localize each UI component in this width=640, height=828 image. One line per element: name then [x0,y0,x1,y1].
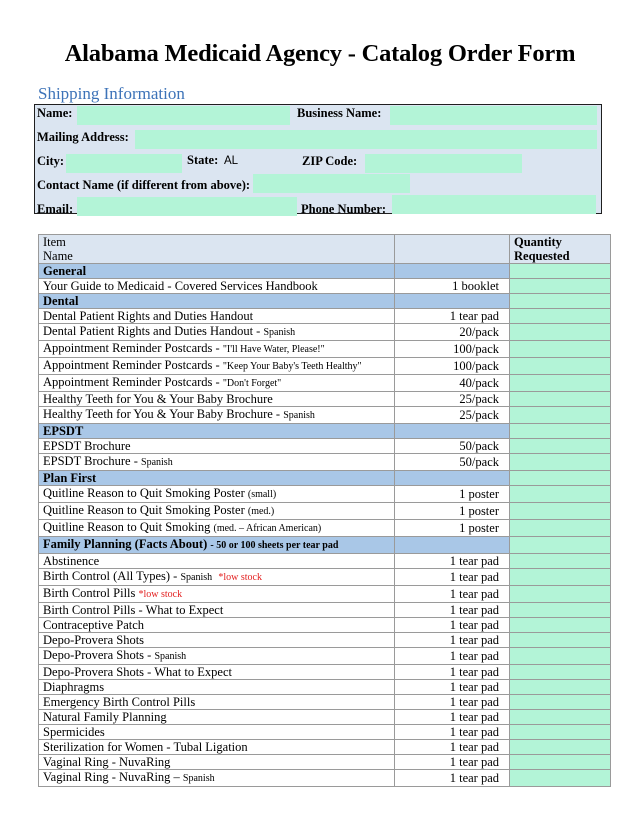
business-name-field[interactable] [390,106,597,125]
item-name: Vaginal Ring - NuvaRing – Spanish [39,770,395,787]
business-name-label: Business Name: [297,106,382,120]
item-unit: 1 tear pad [395,755,510,770]
item-unit: 1 poster [395,503,510,520]
email-field[interactable] [77,197,297,216]
table-row [39,279,611,294]
quantity-input[interactable] [510,633,611,648]
quantity-input[interactable] [510,520,611,537]
table-row [39,392,611,407]
item-name: Birth Control Pills - What to Expect [39,603,395,618]
item-name: Quitline Reason to Quit Smoking (med. – African American) [39,520,395,537]
item-unit: 1 tear pad [395,586,510,603]
state-value[interactable]: AL [224,155,239,167]
item-name: Appointment Reminder Postcards - "I'll Have Water, Please!" [39,341,395,358]
table-row [39,358,611,375]
unit-header [395,235,510,264]
table-row [39,680,611,695]
table-row [39,710,611,725]
table-row [39,740,611,755]
table-row [39,341,611,358]
quantity-input[interactable] [510,358,611,375]
item-unit: 1 tear pad [395,618,510,633]
zip-code-field[interactable] [365,154,522,173]
quantity-input[interactable] [510,648,611,665]
item-name: Spermicides [39,725,395,740]
city-field[interactable] [66,154,182,173]
table-row [39,770,611,787]
table-row [39,324,611,341]
item-unit: 1 tear pad [395,770,510,787]
quantity-input[interactable] [510,770,611,787]
section-dental: Dental [39,294,395,309]
item-unit: 1 tear pad [395,665,510,680]
item-name: Depo-Provera Shots - Spanish [39,648,395,665]
email-label: Email: [37,202,74,216]
quantity-input[interactable] [510,586,611,603]
quantity-input[interactable] [510,424,611,439]
table-row [39,375,611,392]
quantity-input[interactable] [510,503,611,520]
low-stock-flag: *low stock [138,589,183,600]
item-unit: 50/pack [395,439,510,454]
table-row [39,520,611,537]
section-row [39,471,611,486]
item-unit: 20/pack [395,324,510,341]
name-label: Name: [37,106,73,120]
quantity-input[interactable] [510,309,611,324]
item-name: Vaginal Ring - NuvaRing [39,755,395,770]
item-name: Dental Patient Rights and Duties Handout [39,309,395,324]
quantity-input[interactable] [510,740,611,755]
item-unit: 1 tear pad [395,695,510,710]
item-name: Depo-Provera Shots - What to Expect [39,665,395,680]
item-name: Dental Patient Rights and Duties Handout - Spanish [39,324,395,341]
quantity-input[interactable] [510,264,611,279]
zip-code-label: ZIP Code: [302,154,358,168]
quantity-input[interactable] [510,725,611,740]
mailing-address-label: Mailing Address: [37,130,129,144]
quantity-input[interactable] [510,407,611,424]
shipping-form [34,104,602,214]
item-name: Emergency Birth Control Pills [39,695,395,710]
table-row [39,633,611,648]
table-row [39,755,611,770]
item-unit: 1 tear pad [395,603,510,618]
section-epsdt: EPSDT [39,424,395,439]
quantity-input[interactable] [510,279,611,294]
item-unit: 100/pack [395,358,510,375]
quantity-input[interactable] [510,618,611,633]
item-unit: 1 tear pad [395,569,510,586]
quantity-input[interactable] [510,569,611,586]
item-unit: 50/pack [395,454,510,471]
item-name: Abstinence [39,554,395,569]
quantity-input[interactable] [510,392,611,407]
phone-number-label: Phone Number: [301,202,387,216]
page-title: Alabama Medicaid Agency - Catalog Order Form [64,40,576,67]
item-name: Depo-Provera Shots [39,633,395,648]
catalog-table [38,234,611,787]
section-family-planning: Family Planning (Facts About) - 50 or 100 sheets per tear pad [39,537,395,554]
item-name: Contraceptive Patch [39,618,395,633]
item-name: EPSDT Brochure [39,439,395,454]
item-name: Natural Family Planning [39,710,395,725]
quantity-input[interactable] [510,471,611,486]
item-name: Birth Control Pills *low stock [39,586,395,603]
quantity-input[interactable] [510,324,611,341]
quantity-input[interactable] [510,439,611,454]
item-name: Healthy Teeth for You & Your Baby Brochure [39,392,395,407]
quantity-input[interactable] [510,294,611,309]
table-header [39,235,611,264]
item-name: Healthy Teeth for You & Your Baby Brochure - Spanish [39,407,395,424]
item-name: Appointment Reminder Postcards - "Don't Forget" [39,375,395,392]
item-name: Quitline Reason to Quit Smoking Poster (small) [39,486,395,503]
item-unit: 1 poster [395,520,510,537]
item-name: Your Guide to Medicaid - Covered Services Handbook [39,279,395,294]
item-unit: 1 tear pad [395,309,510,324]
table-row [39,407,611,424]
quantity-input[interactable] [510,454,611,471]
section-row [39,294,611,309]
state-label: State: [187,153,219,167]
quantity-input[interactable] [510,603,611,618]
phone-number-field[interactable] [392,195,596,214]
quantity-input[interactable] [510,375,611,392]
table-row [39,569,611,586]
quantity-input[interactable] [510,695,611,710]
quantity-input[interactable] [510,680,611,695]
item-unit: 1 tear pad [395,680,510,695]
item-name: Diaphragms [39,680,395,695]
shipping-heading: Shipping Information [38,84,185,103]
name-field[interactable] [77,106,290,125]
item-name: Quitline Reason to Quit Smoking Poster (med.) [39,503,395,520]
quantity-input[interactable] [510,486,611,503]
quantity-input[interactable] [510,537,611,554]
table-row [39,648,611,665]
table-row [39,586,611,603]
item-unit: 1 poster [395,486,510,503]
section-row [39,424,611,439]
quantity-input[interactable] [510,710,611,725]
table-row [39,725,611,740]
item-name: Sterilization for Women - Tubal Ligation [39,740,395,755]
item-name-header: Item Name [39,235,395,264]
contact-name-field[interactable] [253,174,410,193]
low-stock-flag: *low stock [218,572,262,583]
section-row [39,264,611,279]
table-row [39,603,611,618]
quantity-input[interactable] [510,665,611,680]
item-unit: 1 tear pad [395,554,510,569]
item-unit: 1 tear pad [395,725,510,740]
item-unit: 1 tear pad [395,633,510,648]
item-unit: 40/pack [395,375,510,392]
table-row [39,503,611,520]
table-row [39,665,611,680]
item-unit: 1 tear pad [395,710,510,725]
table-row [39,486,611,503]
table-row [39,439,611,454]
item-unit: 100/pack [395,341,510,358]
city-label: City: [37,154,65,168]
quantity-input[interactable] [510,755,611,770]
quantity-input[interactable] [510,554,611,569]
table-row [39,554,611,569]
item-name: EPSDT Brochure - Spanish [39,454,395,471]
table-row [39,695,611,710]
mailing-address-field[interactable] [135,130,597,149]
item-unit: 1 tear pad [395,740,510,755]
item-name: Appointment Reminder Postcards - "Keep Your Baby's Teeth Healthy" [39,358,395,375]
contact-name-label: Contact Name (if different from above): [37,178,251,192]
item-unit: 1 booklet [395,279,510,294]
section-general: General [39,264,395,279]
item-unit: 25/pack [395,407,510,424]
quantity-requested-header: Quantity Requested [510,235,611,264]
item-unit: 25/pack [395,392,510,407]
section-plan-first: Plan First [39,471,395,486]
table-row [39,309,611,324]
item-name: Birth Control (All Types) - Spanish *low stock [39,569,395,586]
item-unit: 1 tear pad [395,648,510,665]
table-row [39,454,611,471]
section-row [39,537,611,554]
table-row [39,618,611,633]
quantity-input[interactable] [510,341,611,358]
